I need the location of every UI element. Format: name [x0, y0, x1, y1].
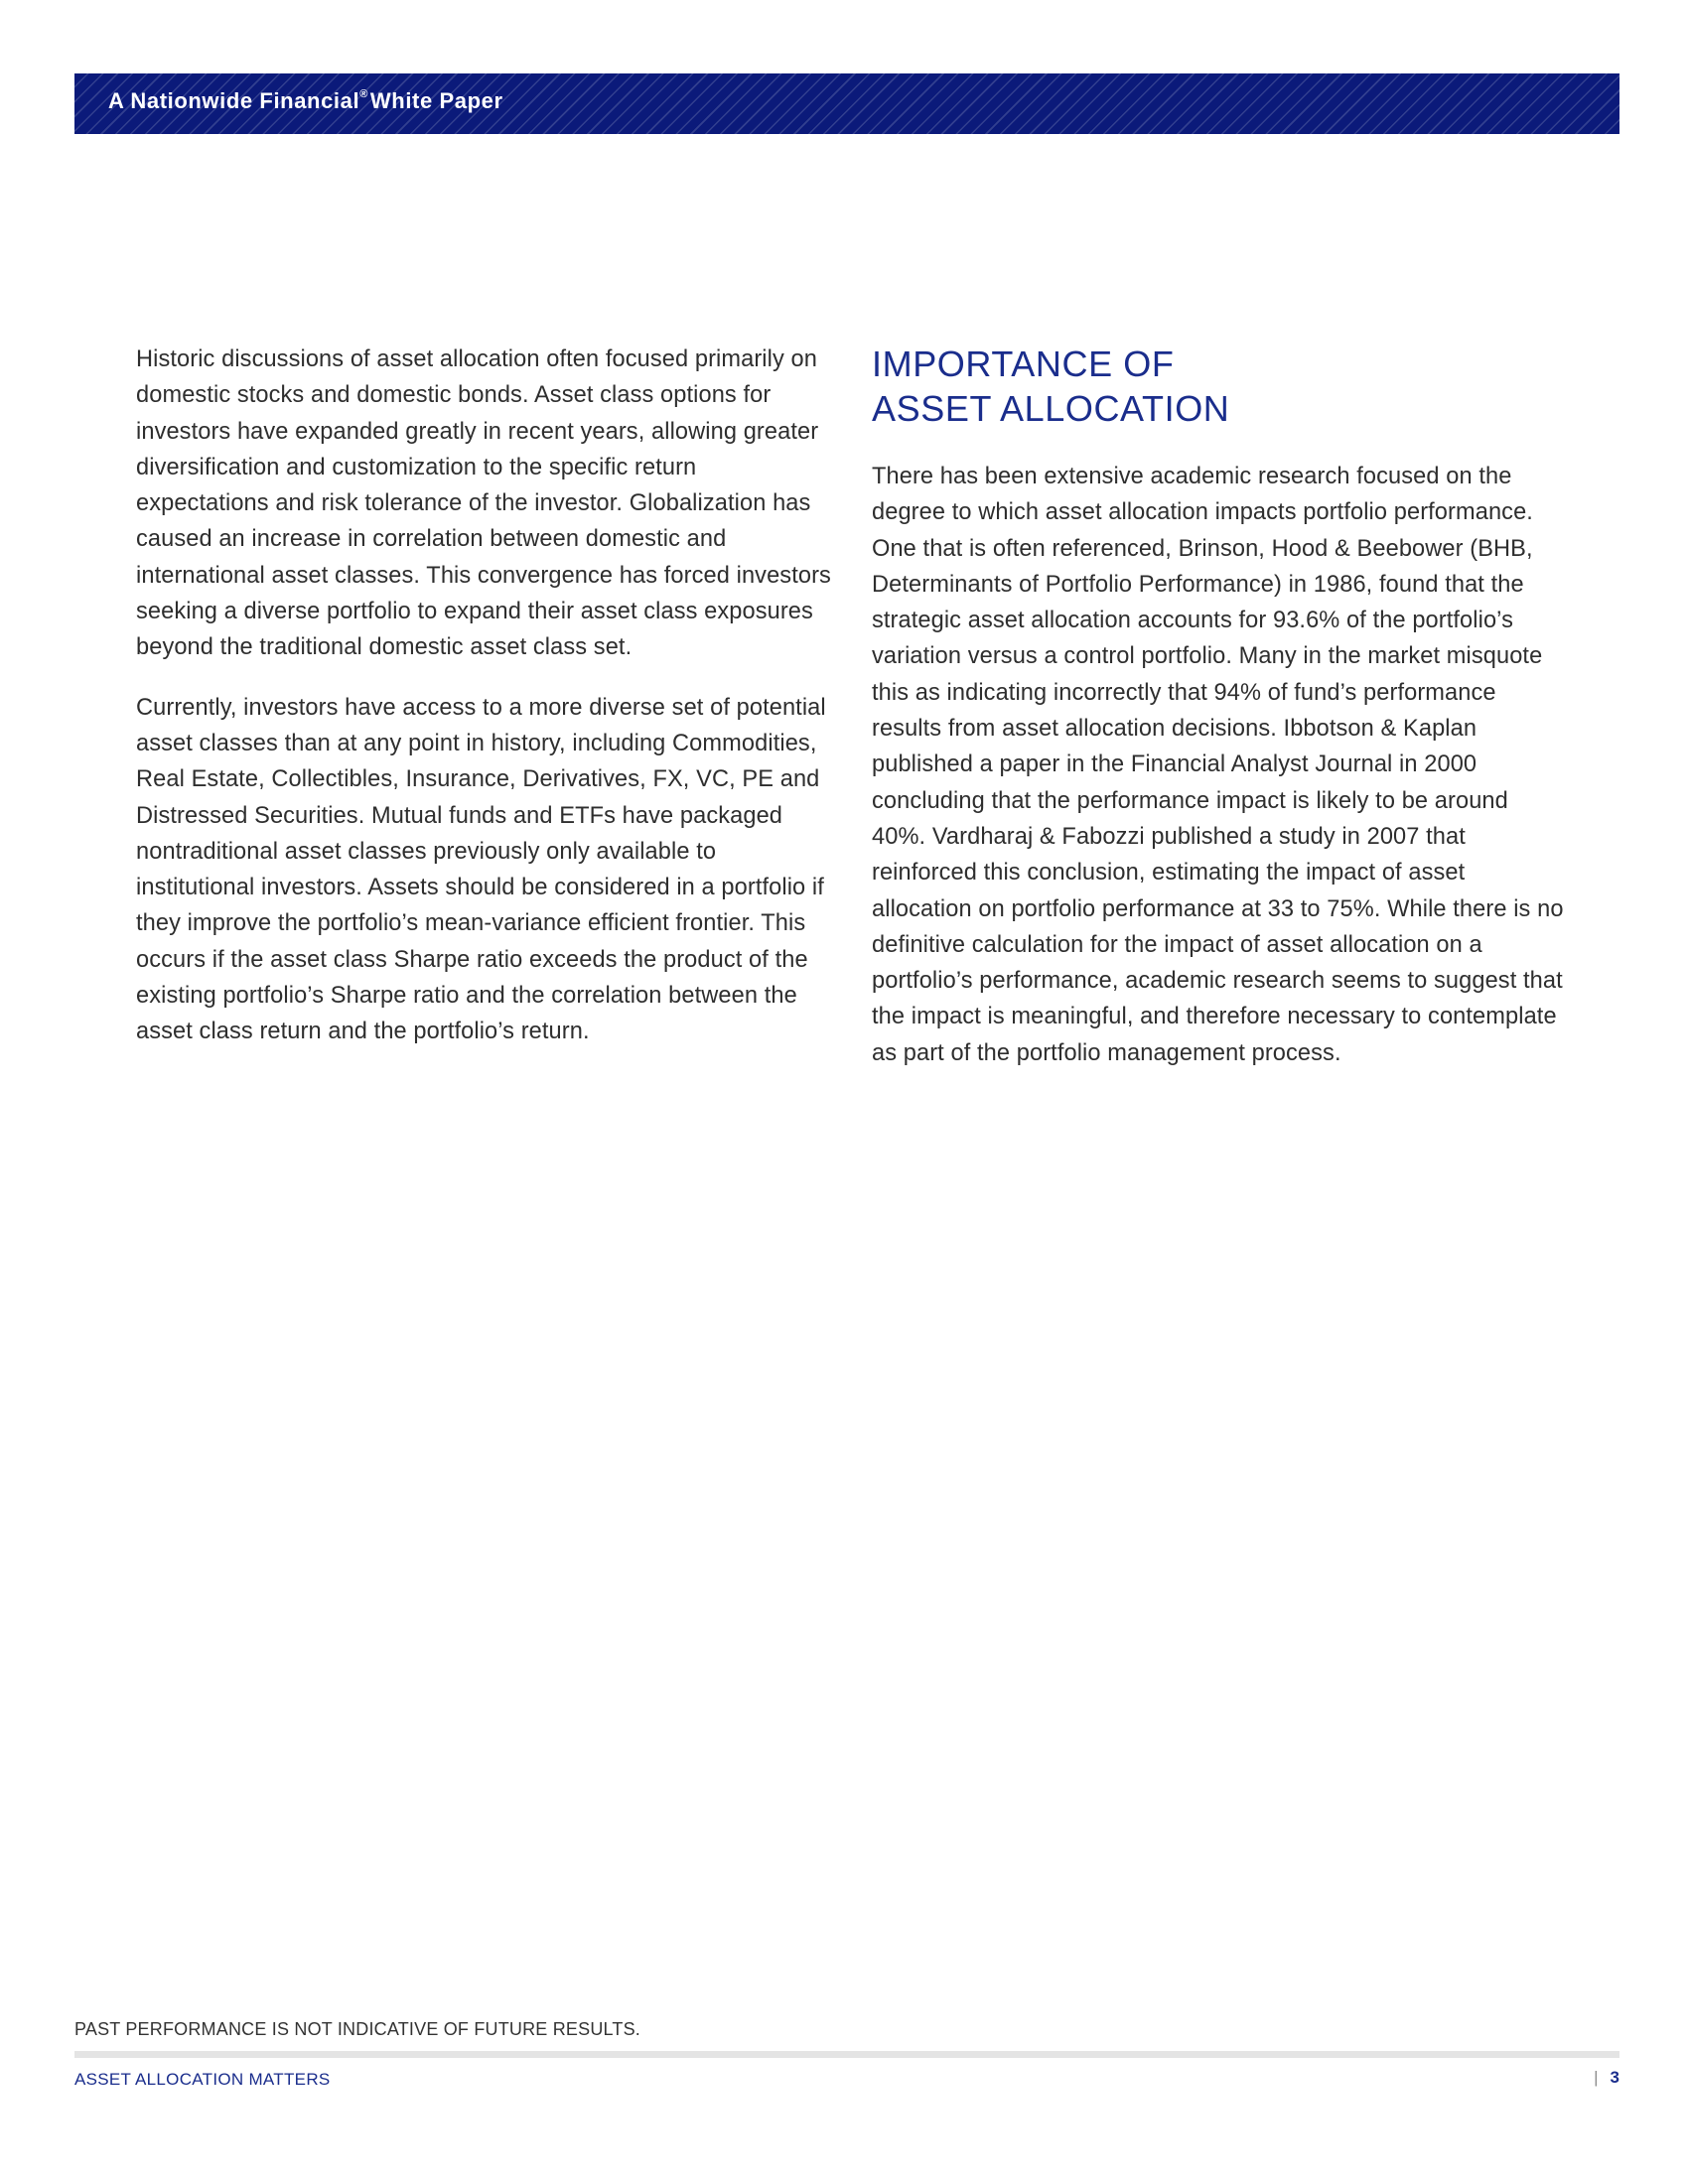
performance-disclaimer: PAST PERFORMANCE IS NOT INDICATIVE OF FUTURE RESULTS.	[74, 2019, 640, 2039]
section-heading	[872, 341, 1567, 431]
header-title-suffix: White Paper	[369, 88, 503, 113]
header-banner	[74, 73, 1619, 134]
footer-page-indicator	[1594, 2068, 1619, 2088]
footer-divider	[74, 2051, 1619, 2058]
page-number: 3	[1610, 2068, 1619, 2087]
footer-document-title: ASSET ALLOCATION MATTERS	[74, 2070, 331, 2089]
registered-mark: ®	[359, 87, 368, 100]
right-paragraph-1: There has been extensive academic research focused on the degree to which asset allocation impacts portfolio performance. One that is often referenced, Brinson, Hood & Beebower (BHB, Determinants of Portfolio Performance) in 1986, found that the strategic asset allocation accounts for 93.6% of the portfolio’s variation versus a control portfolio. Many in the market misquote this as indicating incorrectly that 94% of fund’s performance results from asset allocation decisions. Ibbotson & Kaplan published a paper in the Financial Analyst Journal in 2000 concluding that the performance impact is likely to be around 40%. Vardharaj & Fabozzi published a study in 2007 that reinforced this conclusion, estimating the impact of asset allocation on portfolio performance at 33 to 75%. While there is no definitive calculation for the impact of asset allocation on a portfolio’s performance, academic research seems to suggest that the impact is meaningful, and therefore necessary to contemplate as part of the portfolio management process.	[872, 464, 1564, 1066]
section-heading-line-2: ASSET ALLOCATION	[872, 388, 1230, 429]
right-column	[872, 341, 1567, 1095]
left-paragraph-2: Currently, investors have access to a more diverse set of potential asset classes than at any point in history, including Commodities, Real Estate, Collectibles, Insurance, Derivatives, FX, VC, PE and Distressed Securities. Mutual funds and ETFs have packaged nontraditional asset classes previously only available to institutional investors. Assets should be considered in a portfolio if they improve the portfolio’s mean-variance efficient frontier. This occurs if the asset class Sharpe ratio exceeds the product of the existing portfolio’s Sharpe ratio and the correlation between the asset class return and the portfolio’s return.	[136, 694, 826, 1045]
left-paragraph-1: Historic discussions of asset allocation often focused primarily on domestic stocks and domestic bonds. Asset class options for investors have expanded greatly in recent years, allowing greater diversification and customization to the specific return expectations and risk tolerance of the investor. Globalization has caused an increase in correlation between domestic and international asset classes. This convergence has forced investors seeking a diverse portfolio to expand their asset class exposures beyond the traditional domestic asset class set.	[136, 346, 831, 661]
left-column	[136, 341, 831, 1074]
header-title	[108, 88, 503, 114]
footer-separator: |	[1594, 2068, 1599, 2087]
section-heading-line-1: IMPORTANCE OF	[872, 343, 1175, 384]
header-title-prefix: A Nationwide Financial	[108, 88, 360, 113]
